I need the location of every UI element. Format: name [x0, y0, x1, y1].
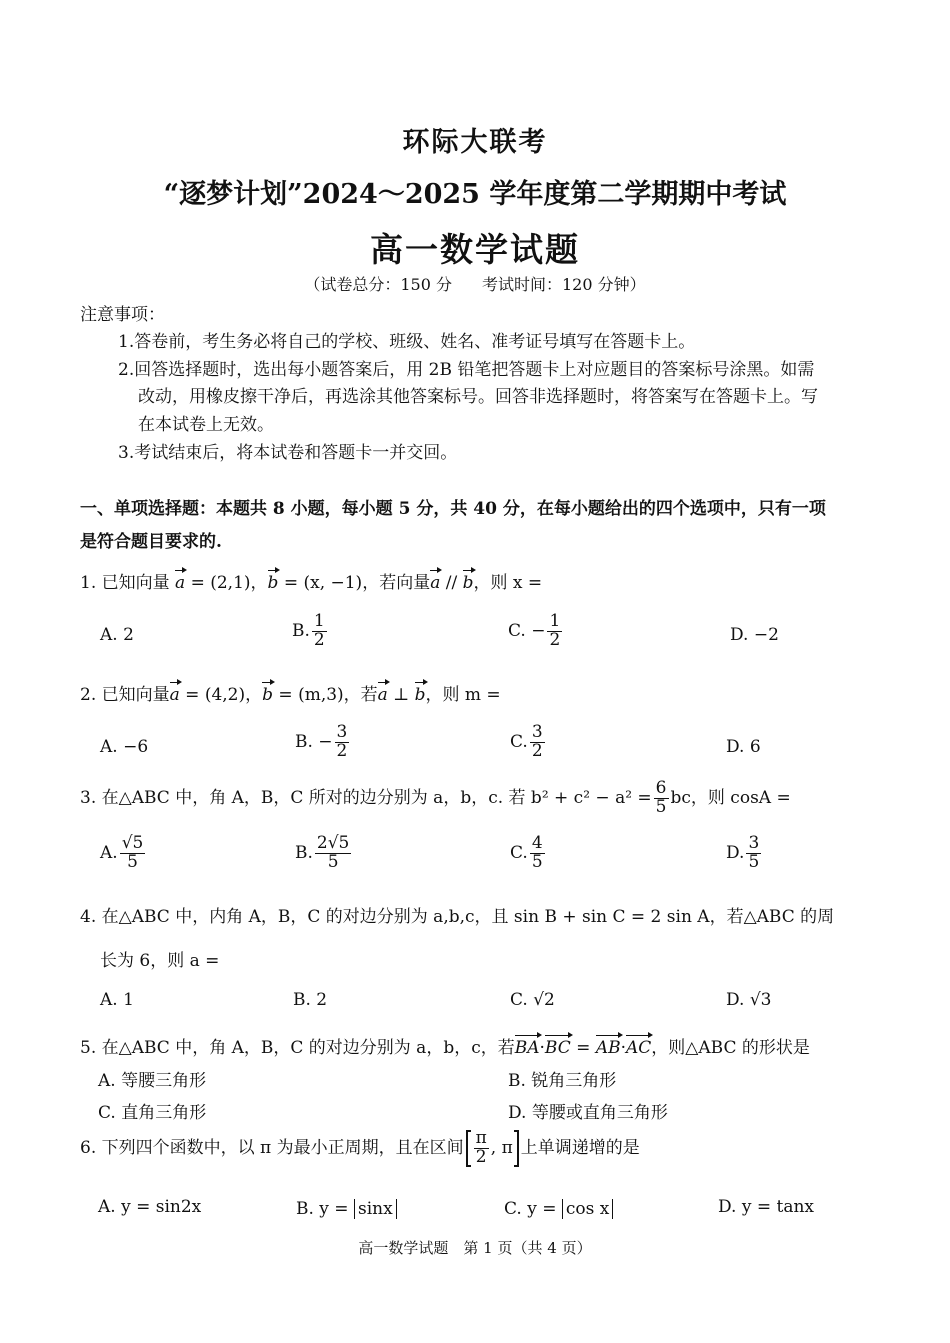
q4-option-a: A. 1	[100, 990, 134, 1010]
section-heading-line1: 一、单项选择题：本题共 8 小题，每小题 5 分，共 40 分，在每小题给出的四个选项中，只有一项	[80, 499, 826, 519]
q5-option-a: A. 等腰三角形	[98, 1071, 207, 1091]
q5-option-b: B. 锐角三角形	[508, 1071, 617, 1091]
q4-option-c: C. √2	[510, 990, 555, 1010]
notice-title: 注意事项：	[80, 305, 165, 325]
notice-item-1: 1.答卷前，考生务必将自己的学校、班级、姓名、准考证号填写在答题卡上。	[118, 332, 696, 352]
fraction: $\frac{4}{5}$	[531, 833, 543, 872]
question-2-stem: 2. 已知向量a = (4,2)，b = (m,3)，若a ⊥ b，则 m =	[80, 685, 501, 705]
notice-item-3: 3.考试结束后，将本试卷和答题卡一并交回。	[118, 443, 458, 463]
vector-b-2: b	[462, 573, 474, 593]
q2-option-a: A. −6	[100, 737, 149, 757]
vector-b: b	[267, 573, 279, 593]
question-1-stem: 1. 已知向量 a = (2,1)，b = (x, −1)，若向量a // b，则 x =	[80, 573, 543, 593]
q5-option-d: D. 等腰或直角三角形	[508, 1103, 668, 1123]
fraction: $\frac{1}{2}$	[313, 611, 325, 650]
vector-b-2: b	[414, 685, 426, 705]
org-title: 环际大联考	[402, 127, 548, 158]
interval: $\frac{\pi}{2}$ , π	[466, 1130, 519, 1167]
q3-option-b: B. $\frac{2√5}{5}$	[295, 833, 350, 872]
subject-title: 高一数学试题	[370, 230, 580, 269]
vector-a-2: a	[430, 573, 441, 593]
exam-meta	[0, 272, 950, 295]
fraction: $\frac{3}{5}$	[748, 833, 760, 872]
vector-ac: AC	[626, 1038, 652, 1058]
fraction: $\frac{2√5}{5}$	[316, 833, 350, 872]
question-5-stem: 5. 在△ABC 中，角 A，B，C 的对边分别为 a，b，c，若BA·BC = AB·AC，则△ABC 的形状是	[80, 1038, 810, 1058]
q2-option-d: D. 6	[726, 737, 761, 757]
q4-option-b: B. 2	[293, 990, 328, 1010]
fraction: $\frac{3}{2}$	[531, 722, 543, 761]
q6-option-d: D. y = tanx	[718, 1197, 814, 1217]
q6-option-c: C. y = cos x	[504, 1199, 613, 1219]
question-4-stem-line2: 长为 6，则 a =	[100, 951, 220, 971]
q4-option-d: D. √3	[726, 990, 772, 1010]
question-4-stem-line1: 4. 在△ABC 中，内角 A，B，C 的对边分别为 a,b,c，且 sin B + sin C = 2 sin A，若△ABC 的周	[80, 907, 835, 927]
fraction: $\frac{\pi}{2}$	[475, 1128, 487, 1167]
vector-b: b	[262, 685, 274, 705]
notice-item-2-cont: 改动，用橡皮擦干净后，再选涂其他答案标号。回答非选择题时，将答案写在答题卡上。写	[138, 387, 818, 407]
q2-option-c: C. $\frac{3}{2}$	[510, 722, 543, 761]
q2-option-b: B. − $\frac{3}{2}$	[295, 722, 348, 761]
q5-option-c: C. 直角三角形	[98, 1103, 207, 1123]
fraction: $\frac{6}{5}$	[655, 778, 667, 817]
vector-ba: BA	[514, 1038, 540, 1058]
vector-a: a	[169, 685, 180, 705]
vector-a-2: a	[377, 685, 388, 705]
exam-title: “逐梦计划”2024～2025 学年度第二学期期中考试	[163, 179, 787, 210]
q1-option-a: A. 2	[100, 625, 134, 645]
total-score: （试卷总分：150 分	[304, 275, 452, 294]
notice-item-2: 2.回答选择题时，选出每小题答案后，用 2B 铅笔把答题卡上对应题目的答案标号涂黑。如需	[118, 360, 815, 380]
q1-option-d: D. −2	[730, 625, 779, 645]
q1-option-c: C. − $\frac{1}{2}$	[508, 611, 561, 650]
page-footer: 高一数学试题 第 1 页（共 4 页）	[358, 1239, 592, 1257]
q6-option-b: B. y = sinx	[296, 1199, 397, 1219]
fraction: $\frac{3}{2}$	[336, 722, 348, 761]
vector-ab: AB	[595, 1038, 621, 1058]
question-6-stem: 6. 下列四个函数中，以 π 为最小正周期，且在区间 $\frac{\pi}{2}$ , π 上单调递增的是	[80, 1128, 640, 1167]
question-3-stem: 3. 在△ABC 中，角 A，B，C 所对的边分别为 a，b，c. 若 b² + c² − a² = $\frac{6}{5}$ bc，则 cosA =	[80, 778, 791, 817]
notice-item-2-cont2: 在本试卷上无效。	[138, 415, 274, 435]
section-heading-line2: 是符合题目要求的.	[80, 532, 222, 552]
exam-time: 考试时间：120 分钟）	[482, 275, 646, 294]
fraction: $\frac{1}{2}$	[549, 611, 561, 650]
q3-option-c: C. $\frac{4}{5}$	[510, 833, 543, 872]
vector-bc: BC	[544, 1038, 571, 1058]
vector-a: a	[175, 573, 186, 593]
q1-option-b: B. $\frac{1}{2}$	[292, 611, 325, 650]
fraction: $\frac{√5}{5}$	[121, 833, 144, 872]
q3-option-a: A. $\frac{√5}{5}$	[100, 833, 144, 872]
q3-option-d: D. $\frac{3}{5}$	[726, 833, 760, 872]
q6-option-a: A. y = sin2x	[98, 1197, 202, 1217]
